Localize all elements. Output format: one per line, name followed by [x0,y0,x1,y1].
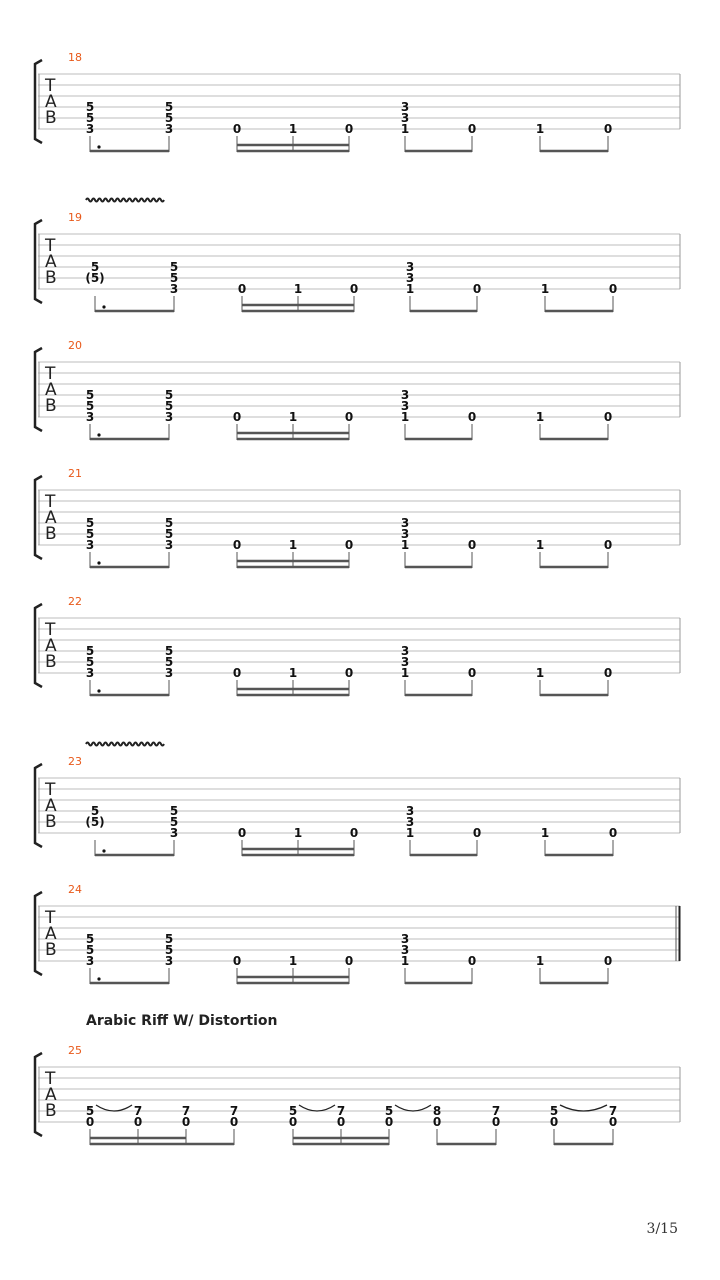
fret-number: 0 [344,122,354,136]
fret-number: 3 [85,954,95,968]
tab-clef-t: T [45,908,56,928]
tab-clef-a: A [45,924,57,944]
fret-number: 5 [164,527,174,541]
fret-number: 5 [85,111,95,125]
fret-number: 0 [133,1115,143,1129]
fret-number: 1 [535,538,545,552]
tie-arc [560,1105,607,1111]
fret-number: 7 [491,1104,501,1118]
measure-number: 24 [68,883,82,896]
fret-number: 3 [164,954,174,968]
fret-number: 3 [164,122,174,136]
fret-number: 5 [169,815,179,829]
fret-number: 0 [232,410,242,424]
fret-number: 5 [85,943,95,957]
fret-number: 5 [164,644,174,658]
fret-number: 5 [85,655,95,669]
fret-number: 0 [603,538,613,552]
fret-number: 0 [85,1115,95,1129]
fret-number: 5 [85,399,95,413]
tie-arc [96,1105,132,1111]
fret-number: 3 [400,111,410,125]
dotted-rhythm-dot [97,977,100,980]
tab-clef-t: T [45,620,56,640]
fret-number: 0 [603,954,613,968]
tab-clef-t: T [45,492,56,512]
fret-number: 0 [491,1115,501,1129]
tab-clef-b: B [45,652,57,672]
fret-number: 1 [288,666,298,680]
fret-number: 5 [164,932,174,946]
fret-number: 3 [164,538,174,552]
fret-number: 5 [169,804,179,818]
fret-number: 5 [164,399,174,413]
dotted-rhythm-dot [97,689,100,692]
fret-number: 0 [603,666,613,680]
fret-number: 7 [229,1104,239,1118]
tie-arc [299,1105,335,1111]
tab-clef-b: B [45,108,57,128]
fret-number: 0 [432,1115,442,1129]
measure-number: 25 [68,1044,82,1057]
fret-number: 3 [405,804,415,818]
fret-number: 0 [349,826,359,840]
fret-number: 3 [400,655,410,669]
tab-clef-a: A [45,636,57,656]
fret-number: 0 [344,410,354,424]
fret-number: 1 [540,282,550,296]
fret-number: 5 [85,1104,95,1118]
fret-number: 1 [400,666,410,680]
fret-number: (5) [85,271,105,285]
fret-number: 3 [400,516,410,530]
fret-number: 1 [293,826,303,840]
tab-clef-b: B [45,268,57,288]
fret-number: 5 [288,1104,298,1118]
fret-number: 3 [85,122,95,136]
fret-number: 3 [85,410,95,424]
fret-number: 5 [164,111,174,125]
fret-number: 0 [549,1115,559,1129]
tab-clef-t: T [45,364,56,384]
fret-number: 8 [432,1104,442,1118]
fret-number: 0 [288,1115,298,1129]
fret-number: 3 [400,932,410,946]
fret-number: (5) [85,815,105,829]
tab-clef-b: B [45,524,57,544]
fret-number: 1 [405,826,415,840]
fret-number: 0 [181,1115,191,1129]
fret-number: 5 [164,100,174,114]
fret-number: 1 [288,122,298,136]
tab-clef-a: A [45,252,57,272]
tab-clef-a: A [45,380,57,400]
fret-number: 0 [603,122,613,136]
fret-number: 1 [540,826,550,840]
fret-number: 5 [384,1104,394,1118]
tab-clef-a: A [45,796,57,816]
tab-clef-t: T [45,1069,56,1089]
fret-number: 0 [232,538,242,552]
fret-number: 0 [608,282,618,296]
fret-number: 3 [400,644,410,658]
page-number: 3/15 [646,1221,678,1237]
fret-number: 3 [164,666,174,680]
fret-number: 0 [237,282,247,296]
fret-number: 5 [169,260,179,274]
fret-number: 0 [472,282,482,296]
fret-number: 0 [229,1115,239,1129]
dotted-rhythm-dot [97,433,100,436]
tab-clef-a: A [45,508,57,528]
fret-number: 0 [232,954,242,968]
measure-number: 18 [68,51,82,64]
tab-clef-t: T [45,76,56,96]
fret-number: 0 [603,410,613,424]
fret-number: 3 [400,527,410,541]
tab-clef-t: T [45,780,56,800]
fret-number: 0 [237,826,247,840]
fret-number: 5 [85,527,95,541]
fret-number: 7 [608,1104,618,1118]
fret-number: 5 [164,388,174,402]
fret-number: 0 [384,1115,394,1129]
fret-number: 3 [405,271,415,285]
fret-number: 5 [549,1104,559,1118]
fret-number: 1 [400,410,410,424]
section-title: Arabic Riff W/ Distortion [86,1013,278,1029]
fret-number: 0 [467,954,477,968]
fret-number: 1 [405,282,415,296]
vibrato-mark [86,199,164,202]
tab-clef-a: A [45,92,57,112]
dotted-rhythm-dot [97,561,100,564]
fret-number: 1 [535,122,545,136]
fret-number: 0 [467,538,477,552]
fret-number: 1 [288,954,298,968]
fret-number: 1 [400,122,410,136]
measure-number: 20 [68,339,82,352]
measure-number: 22 [68,595,82,608]
dotted-rhythm-dot [97,145,100,148]
fret-number: 3 [169,282,179,296]
fret-number: 1 [400,954,410,968]
fret-number: 3 [400,399,410,413]
fret-number: 5 [85,100,95,114]
fret-number: 5 [90,804,100,818]
fret-number: 0 [344,954,354,968]
fret-number: 1 [535,410,545,424]
tab-clef-b: B [45,812,57,832]
fret-number: 0 [344,538,354,552]
fret-number: 3 [400,100,410,114]
tab-clef-b: B [45,396,57,416]
fret-number: 1 [400,538,410,552]
fret-number: 5 [164,943,174,957]
fret-number: 1 [288,410,298,424]
fret-number: 7 [181,1104,191,1118]
dotted-rhythm-dot [102,305,105,308]
fret-number: 1 [288,538,298,552]
tab-clef-t: T [45,236,56,256]
fret-number: 0 [467,410,477,424]
fret-number: 0 [232,122,242,136]
fret-number: 5 [85,388,95,402]
fret-number: 3 [164,410,174,424]
fret-number: 0 [349,282,359,296]
measure-number: 19 [68,211,82,224]
fret-number: 3 [400,388,410,402]
fret-number: 3 [400,943,410,957]
fret-number: 1 [535,666,545,680]
fret-number: 3 [169,826,179,840]
fret-number: 3 [405,260,415,274]
measure-number: 21 [68,467,82,480]
dotted-rhythm-dot [102,849,105,852]
fret-number: 5 [85,516,95,530]
fret-number: 5 [169,271,179,285]
tab-clef-b: B [45,940,57,960]
fret-number: 0 [336,1115,346,1129]
fret-number: 0 [467,122,477,136]
fret-number: 0 [467,666,477,680]
fret-number: 0 [232,666,242,680]
fret-number: 1 [535,954,545,968]
tab-clef-a: A [45,1085,57,1105]
fret-number: 7 [133,1104,143,1118]
fret-number: 3 [405,815,415,829]
tie-arc [395,1105,431,1111]
measure-number: 23 [68,755,82,768]
fret-number: 5 [164,516,174,530]
fret-number: 0 [608,826,618,840]
fret-number: 0 [344,666,354,680]
fret-number: 5 [85,932,95,946]
vibrato-mark [86,743,164,746]
fret-number: 7 [336,1104,346,1118]
fret-number: 5 [90,260,100,274]
fret-number: 3 [85,666,95,680]
fret-number: 5 [164,655,174,669]
fret-number: 5 [85,644,95,658]
fret-number: 1 [293,282,303,296]
fret-number: 0 [608,1115,618,1129]
tab-clef-b: B [45,1101,57,1121]
fret-number: 0 [472,826,482,840]
fret-number: 3 [85,538,95,552]
